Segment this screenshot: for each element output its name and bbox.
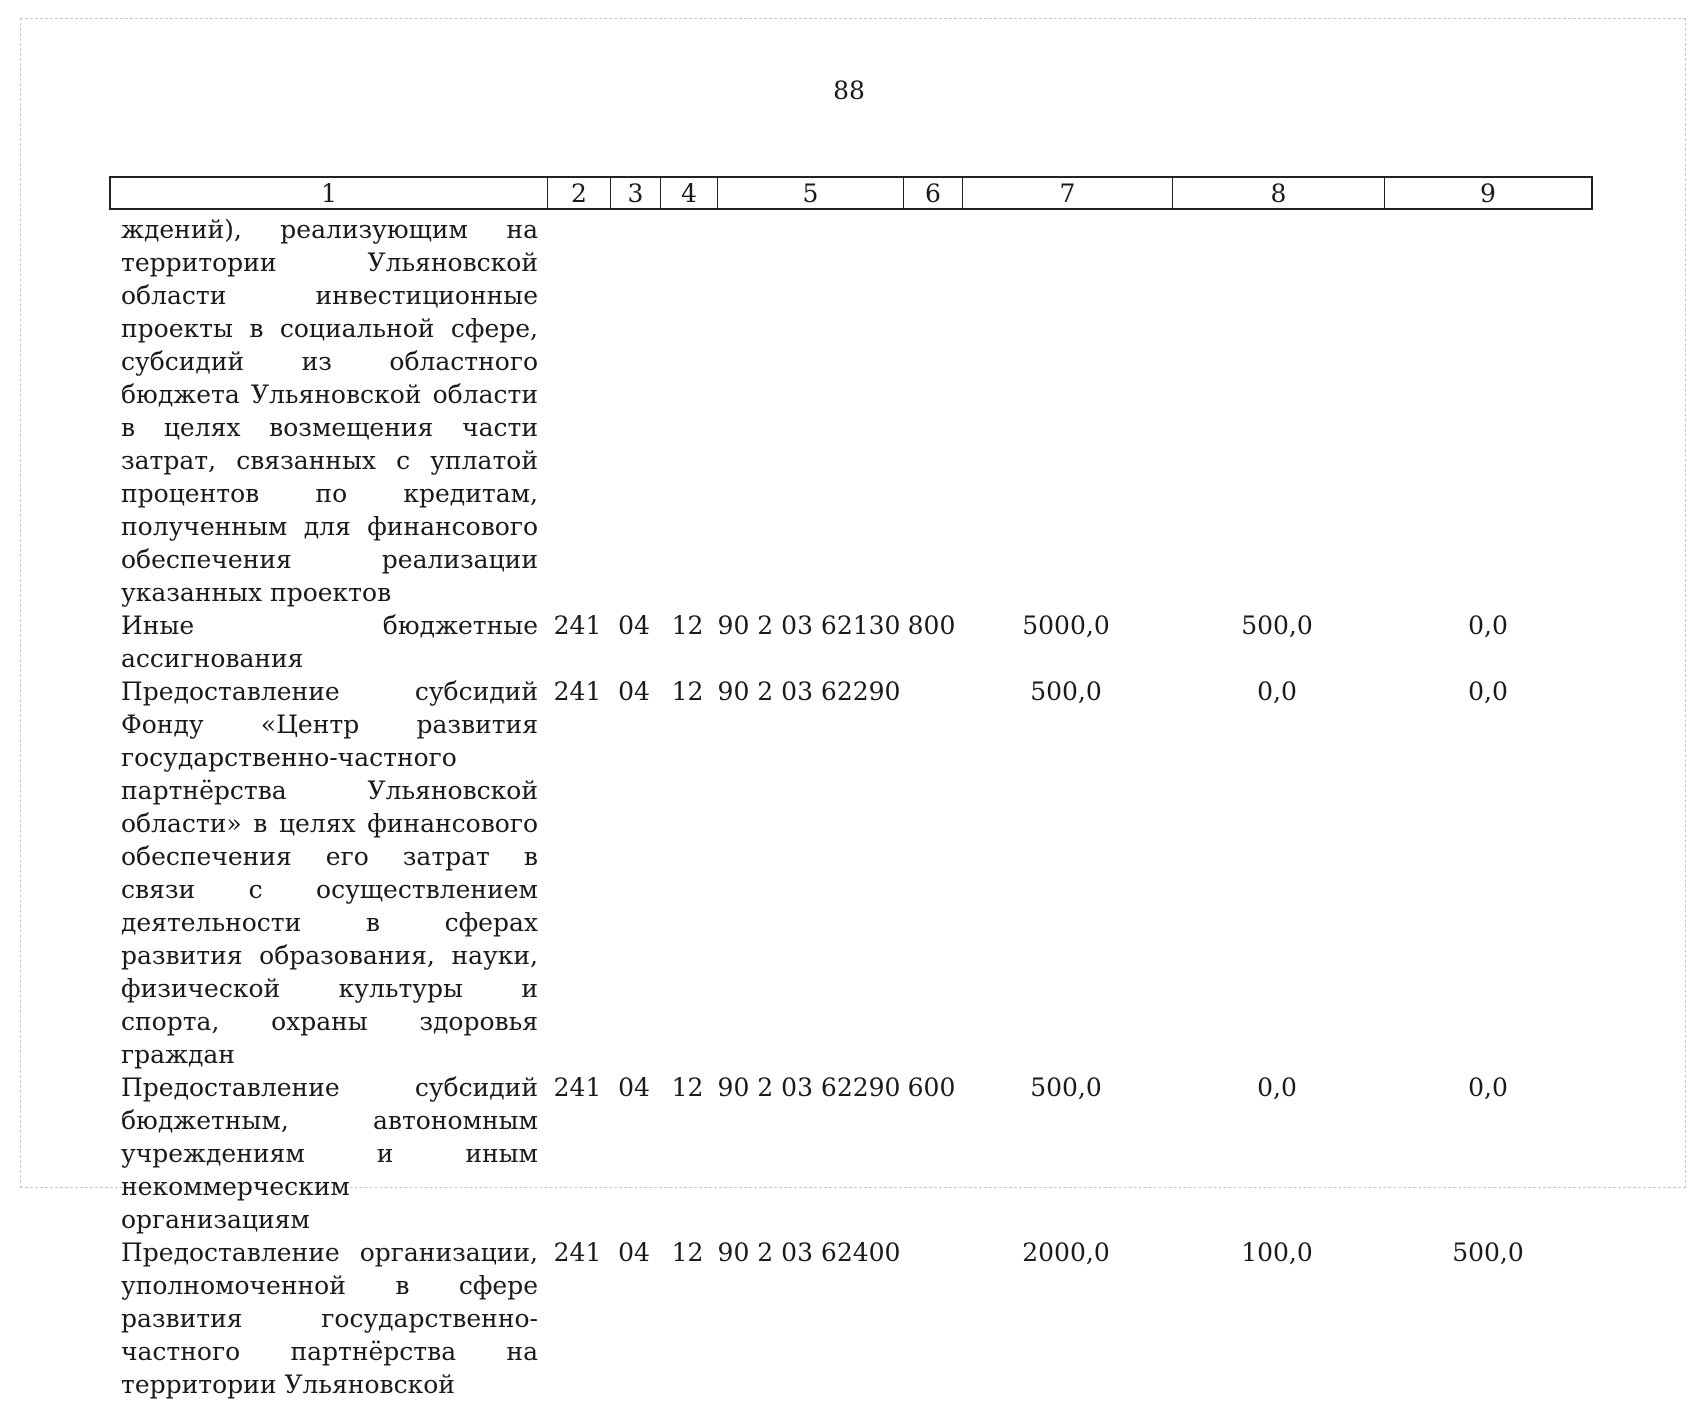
- cell-col-2: 241: [553, 677, 602, 706]
- row-name: Иные бюджетные ассигнования: [121, 611, 538, 673]
- row-name: Предоставление организации, уполномоченной в сфере развития государственно-частного партнёрства на территории Ульяновской: [121, 1238, 538, 1399]
- row-name-cell: [109, 1236, 546, 1401]
- table-body: [109, 213, 1593, 1401]
- cell-col-9: 500,0: [1452, 1238, 1524, 1267]
- cell-col-9: 0,0: [1468, 611, 1508, 640]
- header-col-5: 5: [718, 178, 904, 208]
- cell-col-3: 04: [618, 677, 650, 706]
- table-row: [109, 1071, 1593, 1236]
- cell-col-7: 2000,0: [1022, 1238, 1110, 1267]
- cell-col-6: 600: [907, 1073, 956, 1102]
- row-name: Предоставление субсидий Фонду «Центр развития государственно-частного партнёрства Ульяновской области» в целях финансового обеспечения его затрат в связи с осуществлением деятельности в сферах развития образования, науки, физической культуры и спорта, охраны здоровья граждан: [121, 677, 538, 1069]
- cell-col-8: 0,0: [1257, 1073, 1297, 1102]
- header-col-9: 9: [1480, 178, 1496, 208]
- cell-col-4: 12: [671, 677, 704, 706]
- cell-col-5: 90 2 03 62400: [717, 1238, 901, 1267]
- cell-col-2: 241: [553, 1073, 602, 1102]
- cell-col-5: 90 2 03 62290: [717, 1073, 901, 1102]
- table-row: [109, 609, 1593, 675]
- page-number: 88: [833, 76, 865, 105]
- row-name-cell: [109, 609, 546, 675]
- cell-col-9: 0,0: [1468, 677, 1508, 706]
- header-col-8: 8: [1173, 178, 1385, 208]
- cell-col-4: 12: [671, 611, 704, 640]
- cell-col-3: 04: [618, 611, 650, 640]
- header-col-3: 3: [611, 178, 661, 208]
- cell-col-9: 0,0: [1468, 1073, 1508, 1102]
- table-row: [109, 213, 1593, 609]
- cell-col-4: 12: [671, 1238, 704, 1267]
- cell-col-2: 241: [553, 611, 602, 640]
- header-col-6: 6: [904, 178, 963, 208]
- cell-col-5: 90 2 03 62130: [717, 611, 901, 640]
- cell-col-3: 04: [618, 1073, 650, 1102]
- cell-col-6: 800: [907, 611, 956, 640]
- cell-col-5: 90 2 03 62290: [717, 677, 901, 706]
- table-row: [109, 1236, 1593, 1401]
- row-name-cell: [109, 675, 546, 1071]
- cell-col-4: 12: [671, 1073, 704, 1102]
- cell-col-8: 500,0: [1241, 611, 1313, 640]
- header-col-1: 1: [111, 178, 548, 208]
- header-col-7: 7: [963, 178, 1173, 208]
- cell-col-7: 500,0: [1030, 677, 1102, 706]
- cell-col-2: 241: [553, 1238, 602, 1267]
- cell-col-3: 04: [618, 1238, 650, 1267]
- table-row: [109, 675, 1593, 1071]
- header-col-2: 2: [548, 178, 611, 208]
- table-header: [109, 176, 1593, 210]
- cell-col-7: 500,0: [1030, 1073, 1102, 1102]
- cell-col-8: 0,0: [1257, 677, 1297, 706]
- row-name-cell: [109, 1071, 546, 1236]
- row-name-cell: [109, 213, 546, 609]
- row-name: Предоставление субсидий бюджетным, автономным учреждениям и иным некоммерческим организациям: [121, 1073, 538, 1234]
- row-name: ждений), реализующим на территории Ульяновской области инвестиционные проекты в социальной сфере, субсидий из областного бюджета Ульяновской области в целях возмещения части затрат, связанных с уплатой процентов по кредитам, полученным для финансового обеспечения реализации указанных проектов: [121, 215, 538, 607]
- cell-col-8: 100,0: [1241, 1238, 1313, 1267]
- header-col-4: 4: [661, 178, 718, 208]
- cell-col-7: 5000,0: [1022, 611, 1110, 640]
